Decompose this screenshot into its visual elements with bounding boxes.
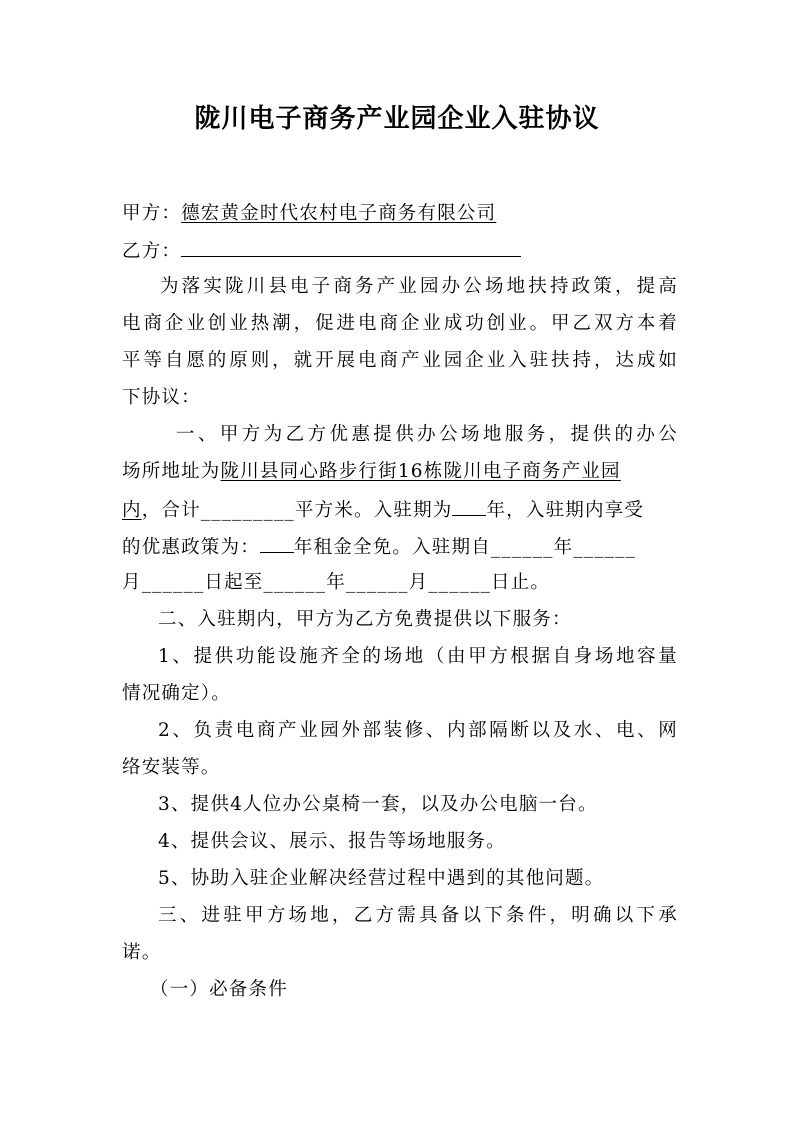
start-day-label: 日起至 [204,572,264,593]
clause2-item5: 5、协助入驻企业解决经营过程中遇到的其他问题。 [158,868,605,889]
clause1-policy-label: 的优惠政策为： [122,537,260,558]
end-day-blank: ______ [428,572,492,593]
clause2-item2-line2: 络安装等。 [122,757,221,778]
clause1-line-3 [122,497,678,523]
party-a-label: 甲方： [122,203,182,224]
area-blank: _________ [200,500,295,521]
clause1-line-4 [122,534,678,560]
clause1-benefit-label: 年，入驻期内享受 [486,500,645,521]
party-a-line [122,202,678,226]
clause1-address: 陇川县同心路步行街16栋陇川电子商务产业园 [220,461,621,482]
start-month-label: 月 [122,572,142,593]
end-year-blank: ______ [263,572,327,593]
end-day-label: 日止。 [491,572,551,593]
intro-line-4: 下协议： [122,387,201,408]
clause2-item3: 3、提供4人位办公桌椅一套，以及办公电脑一台。 [158,794,598,815]
clause3-line1: 三、进驻甲方场地，乙方需具备以下条件，明确以下承 [158,905,678,926]
clause2-item4: 4、提供会议、展示、报告等场地服务。 [158,831,506,852]
start-year-blank: ______ [490,537,554,558]
clause3-line2: 诺。 [122,942,162,963]
clause1-line-1: 一、甲方为乙方优惠提供办公场地服务，提供的办公 [176,424,678,445]
clause1-address-prefix: 场所地址为 [122,461,221,482]
rent-free-years-blank [260,534,294,553]
end-year-label: 年 [326,572,346,593]
clause2-heading: 二、入驻期内，甲方为乙方免费提供以下服务： [158,609,572,630]
end-month-blank: ______ [345,572,409,593]
document-title: 陇川电子商务产业园企业入驻协议 [194,104,600,134]
party-b-label: 乙方： [122,241,182,262]
intro-line-2: 电商企业创业热潮，促进电商企业成功创业。甲乙双方本着 [122,313,678,334]
clause1-term-label: 平方米。入驻期为 [294,500,453,521]
intro-line-1: 为落实陇川县电子商务产业园办公场地扶持政策，提高 [160,276,678,297]
clause1-period-label: 年租金全免。入驻期自 [293,537,491,558]
clause1-total-label: ，合计 [141,500,201,521]
start-day-blank: ______ [141,572,205,593]
start-year-label: 年 [553,537,574,558]
clause3-sub1: （一）必备条件 [150,979,288,1000]
party-b-blank [181,238,521,257]
end-month-label: 月 [408,572,429,593]
clause2-item1-line2: 情况确定）。 [122,683,231,704]
clause1-address-end: 内 [122,500,142,521]
clause1-line-2 [122,460,678,484]
intro-line-3: 平等自愿的原则，就开展电商产业园企业入驻扶持，达成如 [122,350,678,371]
clause1-line-5 [122,571,678,595]
clause2-item1-line1: 1、提供功能设施齐全的场地（由甲方根据自身场地容量 [158,646,678,667]
clause2-item2-line1: 2、负责电商产业园外部装修、内部隔断以及水、电、网 [158,720,678,741]
party-b-line [122,238,678,264]
term-years-blank [452,497,486,516]
party-a-name: 德宏黄金时代农村电子商务有限公司 [181,203,497,224]
start-month-blank: ______ [573,537,637,558]
